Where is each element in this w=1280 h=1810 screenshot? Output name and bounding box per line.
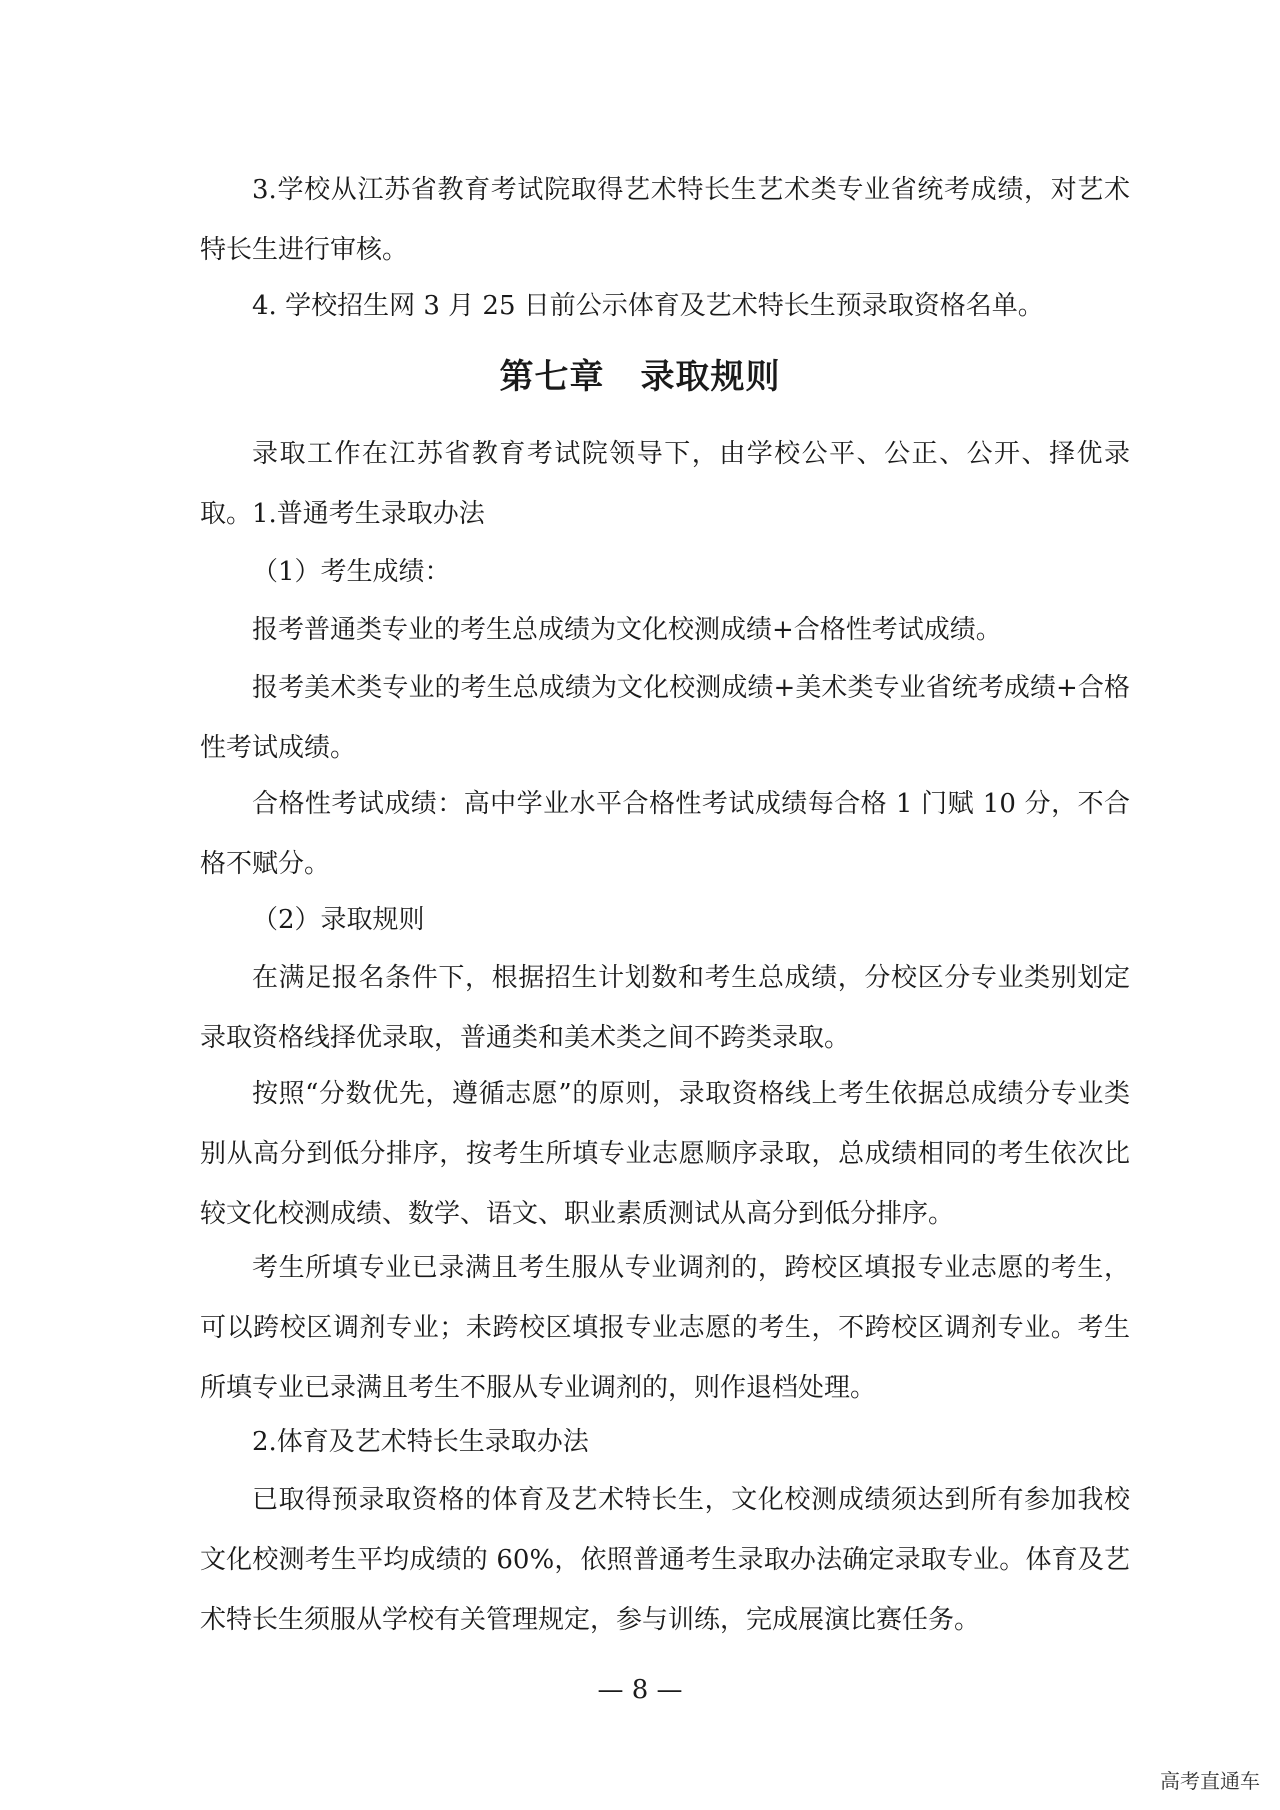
page-number: — 8 — <box>597 1675 683 1705</box>
section-heading-special: 2.体育及艺术特长生录取办法 <box>252 1427 589 1457</box>
paragraph-art-score: 报考美术类专业的考生总成绩为文化校测成绩+美术类专业省统考成绩+合格性考试成绩。 <box>200 673 1130 763</box>
paragraph-art-review: 3.学校从江苏省教育考试院取得艺术特长生艺术类专业省统考成绩，对艺术特长生进行审核。 <box>200 175 1130 265</box>
paragraph-qualification-score: 合格性考试成绩：高中学业水平合格性考试成绩每合格 1 门赋 10 分，不合格不赋分。 <box>200 789 1130 879</box>
paragraph-publicity: 4. 学校招生网 3 月 25 日前公示体育及艺术特长生预录取资格名单。 <box>252 291 1044 321</box>
watermark-label: 高考直通车 <box>1160 1769 1260 1793</box>
subheading-scores: （1）考生成绩： <box>252 557 451 587</box>
chapter-title: 录取规则 <box>640 357 781 397</box>
paragraph-rule-adjustment: 考生所填专业已录满且考生服从专业调剂的，跨校区填报专业志愿的考生，可以跨校区调剂专业；未跨校区填报专业志愿的考生，不跨校区调剂专业。考生所填专业已录满且考生不服从专业调剂的，则作退档处理。 <box>200 1253 1130 1403</box>
paragraph-admission-intro: 录取工作在江苏省教育考试院领导下，由学校公平、公正、公开、择优录取。 <box>200 439 1130 529</box>
chapter-heading <box>0 352 1280 402</box>
section-heading-general: 1.普通考生录取办法 <box>252 499 485 529</box>
paragraph-rule-priority: 按照“分数优先，遵循志愿”的原则，录取资格线上考生依据总成绩分专业类别从高分到低分排序，按考生所填专业志愿顺序录取，总成绩相同的考生依次比较文化校测成绩、数学、语文、职业素质测试从高分到低分排序。 <box>200 1079 1130 1229</box>
paragraph-rule-line: 在满足报名条件下，根据招生计划数和考生总成绩，分校区分专业类别划定录取资格线择优录取，普通类和美术类之间不跨类录取。 <box>200 963 1130 1053</box>
subheading-rules: （2）录取规则 <box>252 905 425 935</box>
paragraph-general-score: 报考普通类专业的考生总成绩为文化校测成绩+合格性考试成绩。 <box>252 615 1002 645</box>
paragraph-special-admission: 已取得预录取资格的体育及艺术特长生，文化校测成绩须达到所有参加我校文化校测考生平均成绩的 60%，依照普通考生录取办法确定录取专业。体育及艺术特长生须服从学校有关管理规定，参与训练，完成展演比赛任务。 <box>200 1485 1130 1635</box>
chapter-number: 第七章 <box>499 357 605 397</box>
